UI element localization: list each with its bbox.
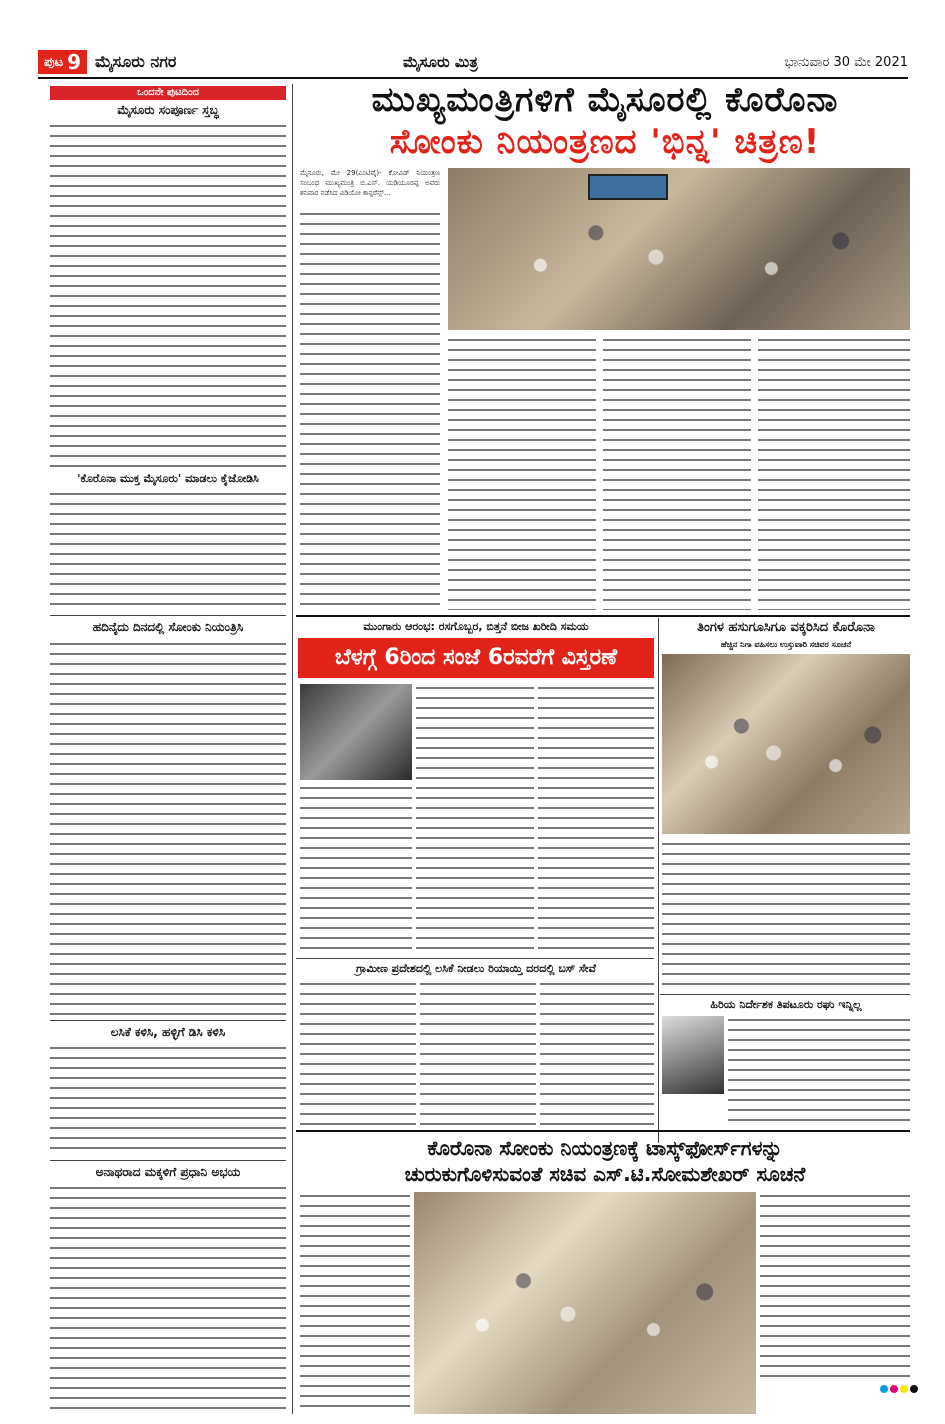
divider	[50, 1020, 286, 1021]
page-number: 9	[67, 50, 81, 74]
section-rule	[296, 615, 910, 617]
article-title-bandh: ಮೈಸೂರು ಸಂಪೂರ್ಣ ಸ್ತಬ್ಧ	[117, 103, 219, 117]
article-body-bandh	[50, 122, 286, 467]
column-rule	[292, 84, 293, 1414]
bus-body-col2	[420, 980, 536, 1125]
lead-body-col3	[603, 336, 751, 610]
divider	[296, 958, 654, 959]
section-name: ಮೈಸೂರು ನಗರ	[95, 52, 177, 71]
lead-headline-2: ಸೋಂಕು ನಿಯಂತ್ರಣದ 'ಭಿನ್ನ' ಚಿತ್ರಣ!	[389, 122, 821, 162]
article-body-vaccine	[50, 1044, 286, 1154]
seeds-photo	[300, 684, 412, 780]
article-body-fifteen-days	[50, 640, 286, 1015]
cm-video-conference-photo	[448, 168, 910, 330]
page-number-badge	[38, 50, 87, 74]
issue-date: ಭಾನುವಾರ 30 ಮೇ 2021	[784, 54, 908, 70]
lead-body-col4	[758, 336, 910, 610]
page-label: ಪುಟ	[44, 54, 64, 70]
village-body	[662, 840, 910, 990]
article-body-corona-free	[50, 490, 286, 610]
article-title-corona-free: 'ಕೊರೊನಾ ಮುಕ್ತ ಮೈಸೂರು' ಮಾಡಲು ಕೈಜೋಡಿಸಿ	[77, 472, 259, 485]
monsoon-headline: ಬೆಳಗ್ಗೆ 6ರಿಂದ ಸಂಜೆ 6ರವರೆಗೆ ವಿಸ್ತರಣೆ	[298, 638, 654, 678]
taskforce-headline-1: ಕೊರೊನಾ ಸೋಂಕು ನಿಯಂತ್ರಣಕ್ಕೆ ಟಾಸ್ಕ್‌ಫೋರ್ಸ್‌ಗಳನ್ನು	[427, 1136, 783, 1160]
section-rule	[296, 1130, 910, 1132]
taskforce-body-col3	[760, 1192, 910, 1377]
registration-mark	[890, 1385, 898, 1393]
registration-mark	[900, 1385, 908, 1393]
taskforce-body-col1	[300, 1192, 410, 1414]
bus-body-col1	[300, 980, 416, 1125]
lead-headline-1: ಮುಖ್ಯಮಂತ್ರಿಗಳಿಗೆ ಮೈಸೂರಲ್ಲಿ ಕೊರೊನಾ	[371, 80, 839, 120]
continued-banner	[50, 86, 286, 100]
lead-body-col2	[448, 336, 596, 610]
masthead	[38, 48, 908, 76]
paper-name: ಮೈಸೂರು ಮಿತ್ರ	[403, 53, 478, 71]
article-title-vaccine: ಲಸಿಕೆ ಕಳಿಸಿ, ಹಳ್ಳಿಗೆ ಡಿಸಿ ಕಳಿಸಿ	[110, 1025, 226, 1039]
registration-mark	[880, 1385, 888, 1393]
bus-body-col3	[540, 980, 654, 1125]
monsoon-body-col3	[538, 684, 654, 954]
registration-mark	[910, 1385, 918, 1393]
column-rule	[658, 618, 659, 1143]
divider	[660, 994, 910, 995]
taskforce-meeting-photo	[414, 1192, 756, 1414]
lead-body-col1	[300, 210, 440, 610]
monsoon-kicker: ಮುಂಗಾರು ಆರಂಭ: ರಸಗೊಬ್ಬರ, ಬಿತ್ತನೆ ಬೀಜ ಖರೀದಿ ಸಮಯ	[363, 620, 589, 633]
obituary-headline: ಹಿರಿಯ ನಿರ್ದೇಶಕ ತಿಪಟೂರು ರಘು ಇನ್ನಿಲ್ಲ	[710, 998, 862, 1011]
continued-banner-text: ಒಂದನೇ ಪುಟದಿಂದ	[50, 86, 286, 100]
taskforce-headline-2: ಚುರುಕುಗೊಳಿಸುವಂತೆ ಸಚಿವ ಎಸ್.ಟಿ.ಸೋಮಶೇಖರ್ ಸೂಚನೆ	[404, 1162, 806, 1186]
director-portrait	[662, 1016, 724, 1094]
article-title-orphans: ಅನಾಥರಾದ ಮಕ್ಕಳಿಗೆ ಪ್ರಧಾನಿ ಅಭಯ	[95, 1165, 241, 1179]
video-screen	[588, 174, 668, 200]
lead-dateline: ಮೈಸೂರು, ಮೇ 29(ಎಂಟಿವೈ)- ಕೋವಿಡ್ ನಿಯಂತ್ರಣ ಸಂಬಂಧ ಮುಖ್ಯಮಂತ್ರಿ ಬಿ.ಎಸ್. ಯಡಿಯೂರಪ್ಪ ಅವರು ಶನಿವಾರ ನಡೆಸಿದ ವಿಡಿಯೋ ಕಾನ್ಫರೆನ್ಸ್...	[300, 169, 440, 197]
divider	[50, 615, 286, 616]
minister-visit-photo	[662, 654, 910, 834]
monsoon-body-col2	[416, 684, 534, 954]
monsoon-body-col1	[300, 784, 412, 954]
village-headline: ತಿಂಗಳ ಹಸುಗೂಸಿಗೂ ವಕ್ಕರಿಸಿದ ಕೊರೊನಾ	[697, 620, 875, 635]
masthead-rule	[38, 77, 908, 79]
article-body-orphans	[50, 1184, 286, 1409]
village-subhead: ಹೆಚ್ಚಿನ ನಿಗಾ ವಹಿಸಲು ಉಸ್ತುವಾರಿ ಸಚಿವರ ಸೂಚನೆ	[720, 640, 852, 649]
article-title-fifteen-days: ಹದಿನೈದು ದಿನದಲ್ಲಿ ಸೋಂಕು ನಿಯಂತ್ರಿಸಿ	[92, 620, 244, 634]
divider	[50, 1160, 286, 1161]
obituary-body	[728, 1016, 910, 1126]
bus-headline: ಗ್ರಾಮೀಣ ಪ್ರದೇಶದಲ್ಲಿ ಲಸಿಕೆ ನೀಡಲು ರಿಯಾಯ್ತಿ ದರದಲ್ಲಿ ಬಸ್ ಸೇವೆ	[356, 962, 596, 975]
